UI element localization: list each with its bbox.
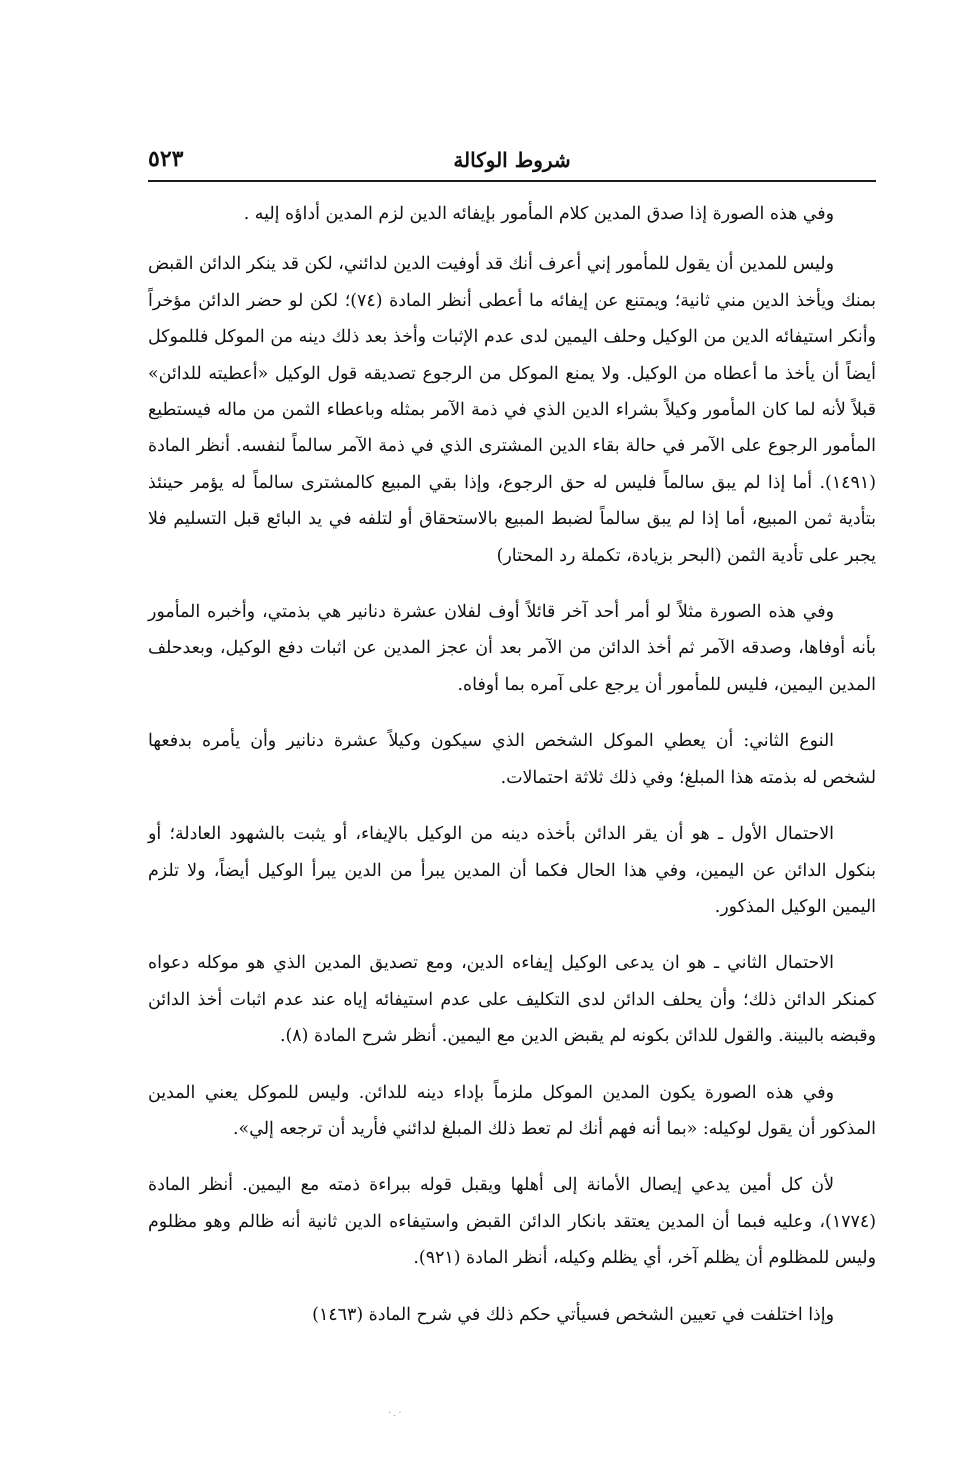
paragraph-9: وإذا اختلفت في تعيين الشخص فسيأتي حكم ذلك في شرح المادة (١٤٦٣) xyxy=(312,1304,834,1325)
chapter-title: شروط الوكالة xyxy=(453,148,571,172)
paragraph-7: وفي هذه الصورة يكون المدين الموكل ملزماً بإداء دينه للدائن. وليس للموكل يعني المدين المذكور أن يقول لوكيله: «بما أنه فهم أنك لم تعط ذلك المبلغ لدائني فأريد أن ترجعه إلي». xyxy=(148,1082,876,1139)
paragraph-4: النوع الثاني: أن يعطي الموكل الشخص الذي سيكون وكيلاً عشرة دنانير وأن يأمره بدفعها لشخص له بذمته هذا المبلغ؛ وفي ذلك ثلاثة احتمالات. xyxy=(148,731,876,788)
page-header xyxy=(148,142,876,182)
body-text xyxy=(148,196,876,1333)
paragraph-1: وفي هذه الصورة إذا صدق المدين كلام المأمور بإيفائه الدين لزم المدين أداؤه إليه . xyxy=(243,204,834,224)
paragraph-2: وليس للمدين أن يقول للمأمور إني أعرف أنك قد أوفيت الدين لدائني، لكن قد ينكر الدائن القبض بمنك ويأخذ الدين مني ثانية؛ ويمتنع عن إيفائه ما أعطى أنظر المادة (٧٤)؛ لكن لو حضر الدائن مؤخراً وأنكر استيفائه الدين من الوكيل وحلف اليمين لدى عدم الإثبات وأخذ بعد ذلك دينه من الموكل فللموكل أيضاً أن يأخذ ما أعطاه من الوكيل. ولا يمنع الموكل من الرجوع تصديقه قول الوكيل «أعطيته للدائن» قبلاً لأنه لما كان المأمور وكيلاً بشراء الدين الذي في ذمة الآمر بمثله وباعطاء الثمن من ماله فيستطيع المأمور الرجوع على الآمر في حالة بقاء الدين المشترى الذي في ذمة الآمر سالماً لنفسه. أنظر المادة (١٤٩١). أما إذا لم يبق سالماً فليس له حق الرجوع، وإذا بقي المبيع كالمشترى سالماً له يؤمر حينئذ بتأدية ثمن المبيع، أما إذا لم يبق سالماً لضبط المبيع بالاستحقاق أو لتلفه في يد البائع قبل التسليم فلا يجبر على تأدية الثمن (البحر بزيادة، تكملة رد المحتار) xyxy=(148,254,876,566)
paragraph-6: الاحتمال الثاني ـ هو ان يدعى الوكيل إيفاءه الدين، ومع تصديق المدين الذي هو موكله دعواه كمنكر الدائن ذلك؛ وأن يحلف الدائن لدى التكليف على عدم استيفائه إياه عند عدم اثبات أخذ الدائن وقبضه بالبينة. والقول للدائن بكونه لم يقبض الدين مع اليمين. أنظر شرح المادة (٨). xyxy=(148,953,876,1047)
paragraph-3: وفي هذه الصورة مثلاً لو أمر أحد آخر قائلاً أوف لفلان عشرة دنانير هي بذمتي، وأخبره المأمور بأنه أوفاها، وصدقه الآمر ثم أخذ الدائن من الآمر بعد أن عجز المدين عن اثبات دفع الوكيل، وبعدحلف المدين اليمين، فليس للمأمور أن يرجع على آمره بما أوفاه. xyxy=(148,602,876,695)
page-number: ٥٢٣ xyxy=(148,146,184,172)
paragraph-8: لأن كل أمين يدعي إيصال الأمانة إلى أهلها ويقبل قوله ببراءة ذمته مع اليمين. أنظر المادة (١٧٧٤)، وعليه فبما أن المدين يعتقد بانكار الدائن القبض واستيفاءه الدين ثانية أنه ظالم وهو مظلوم وليس للمظلوم أن يظلم آخر، أي يظلم وكيله، أنظر المادة (٩٢١). xyxy=(148,1175,876,1269)
paragraph-5: الاحتمال الأول ـ هو أن يقر الدائن بأخذه دينه من الوكيل بالإيفاء، أو يثبت بالشهود العادلة؛ أو بنكول الدائن عن اليمين، وفي هذا الحال فكما أن المدين يبرأ من الدين يبرأ الوكيل أيضاً، ولا تلزم اليمين الوكيل المذكور. xyxy=(148,824,876,917)
scan-mark: ·.· xyxy=(388,1408,404,1419)
